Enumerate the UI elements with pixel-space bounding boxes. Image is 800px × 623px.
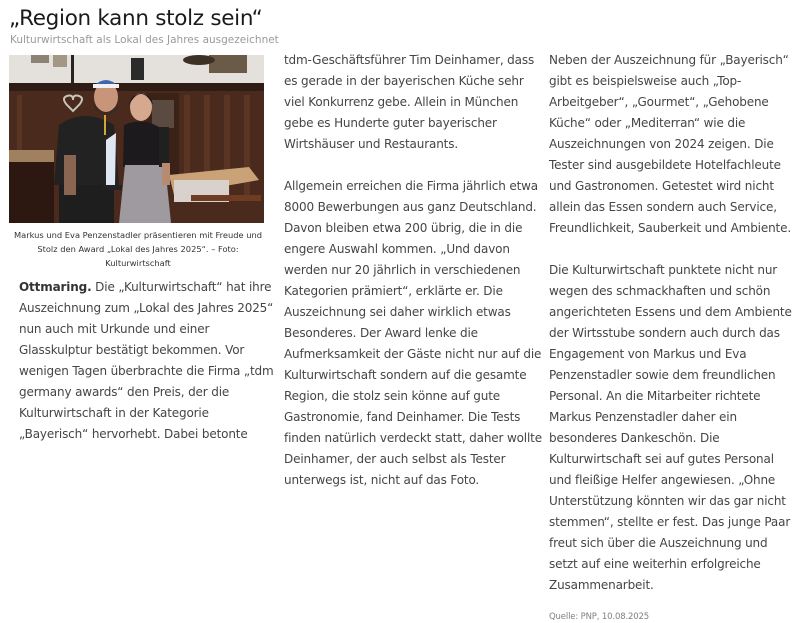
paragraph: Neben der Auszeichnung für „Bayerisch“ gibt es beispielsweise auch „Top-Arbeitgeber“, „Gourmet“, „Gehobene Küche“ oder „Mediterran“ wie die Auszeichnungen von 2024 zeigen. Die Tester sind ausgebildete Hotelfachleute und Gastronomen. Getestet wird nicht allein das Essen sondern auch Service, Freundlichkeit, Sauberkeit und Ambiente. xyxy=(549,53,792,235)
paragraph xyxy=(19,277,274,445)
paragraph: Allgemein erreichen die Firma jährlich etwa 8000 Bewerbungen aus ganz Deutschland. Davon bleiben etwa 200 übrig, die in die engere Auswahl kommen. „Und davon werden nur 20 jährlich in verschiedenen Kategorien prämiert“, erklärte er. Die Auszeichnung sei daher wirklich etwas Besonderes. Der Award lenke die Aufmerksamkeit der Gäste nicht nur auf die Kulturwirtschaft sondern auf die gesamte Region, die stolz sein könne auf gute Gastronomie, fand Deinhamer. Die Tests finden natürlich verdeckt statt, daher wollte Deinhamer, der auch selbst als Tester unterwegs ist, nicht auf das Foto. xyxy=(284,179,542,487)
article-column-1 xyxy=(19,277,274,466)
photo-caption: Markus und Eva Penzenstadler präsentieren mit Freude und Stolz den Award „Lokal des Jahres 2025“. – Foto: Kulturwirtschaft xyxy=(13,230,263,268)
article-column-2 xyxy=(284,50,542,512)
article-title: „Region kann stolz sein“ xyxy=(9,6,263,31)
photo-illustration xyxy=(9,55,264,223)
article-subtitle: Kulturwirtschaft als Lokal des Jahres ausgezeichnet xyxy=(10,34,279,46)
article-column-3 xyxy=(549,50,799,623)
paragraph: tdm-Geschäftsführer Tim Deinhamer, dass es gerade in der bayerischen Küche sehr viel Konkurrenz gebe. Allein in München gebe es Hunderte guter bayerischer Wirtshäuser und Restaurants. xyxy=(284,53,535,151)
paragraph-text: Die „Kulturwirtschaft“ hat ihre Auszeichnung zum „Lokal des Jahres 2025“ nun auch mit Urkunde und einer Glasskulptur bestätigt bekommen. Vor wenigen Tagen überbrachte die Firma „tdm germany awards“ den Preis, der die Kulturwirtschaft in der Kategorie „Bayerisch“ hervorhebt. Dabei betonte xyxy=(19,280,274,441)
article-photo xyxy=(9,55,264,223)
paragraph: Die Kulturwirtschaft punktete nicht nur wegen des schmackhaften und schön angerichteten Essens und dem Ambiente der Wirtsstube sondern auch durch das Engagement von Markus und Eva Penzenstadler sowie dem freundlichen Personal. An die Mitarbeiter richtete Markus Penzenstadler daher ein besonderes Dankeschön. Die Kulturwirtschaft sei auf gutes Personal und fleißige Helfer angewiesen. „Ohne Unterstützung könnten wir das gar nicht stemmen“, stellte er fest. Das junge Paar freut sich über die Auszeichnung und setzt auf eine weiterhin erfolgreiche Zusammenarbeit. xyxy=(549,263,792,592)
source-note: Quelle: PNP, 10.08.2025 xyxy=(549,612,650,622)
dateline: Ottmaring. xyxy=(19,280,92,294)
